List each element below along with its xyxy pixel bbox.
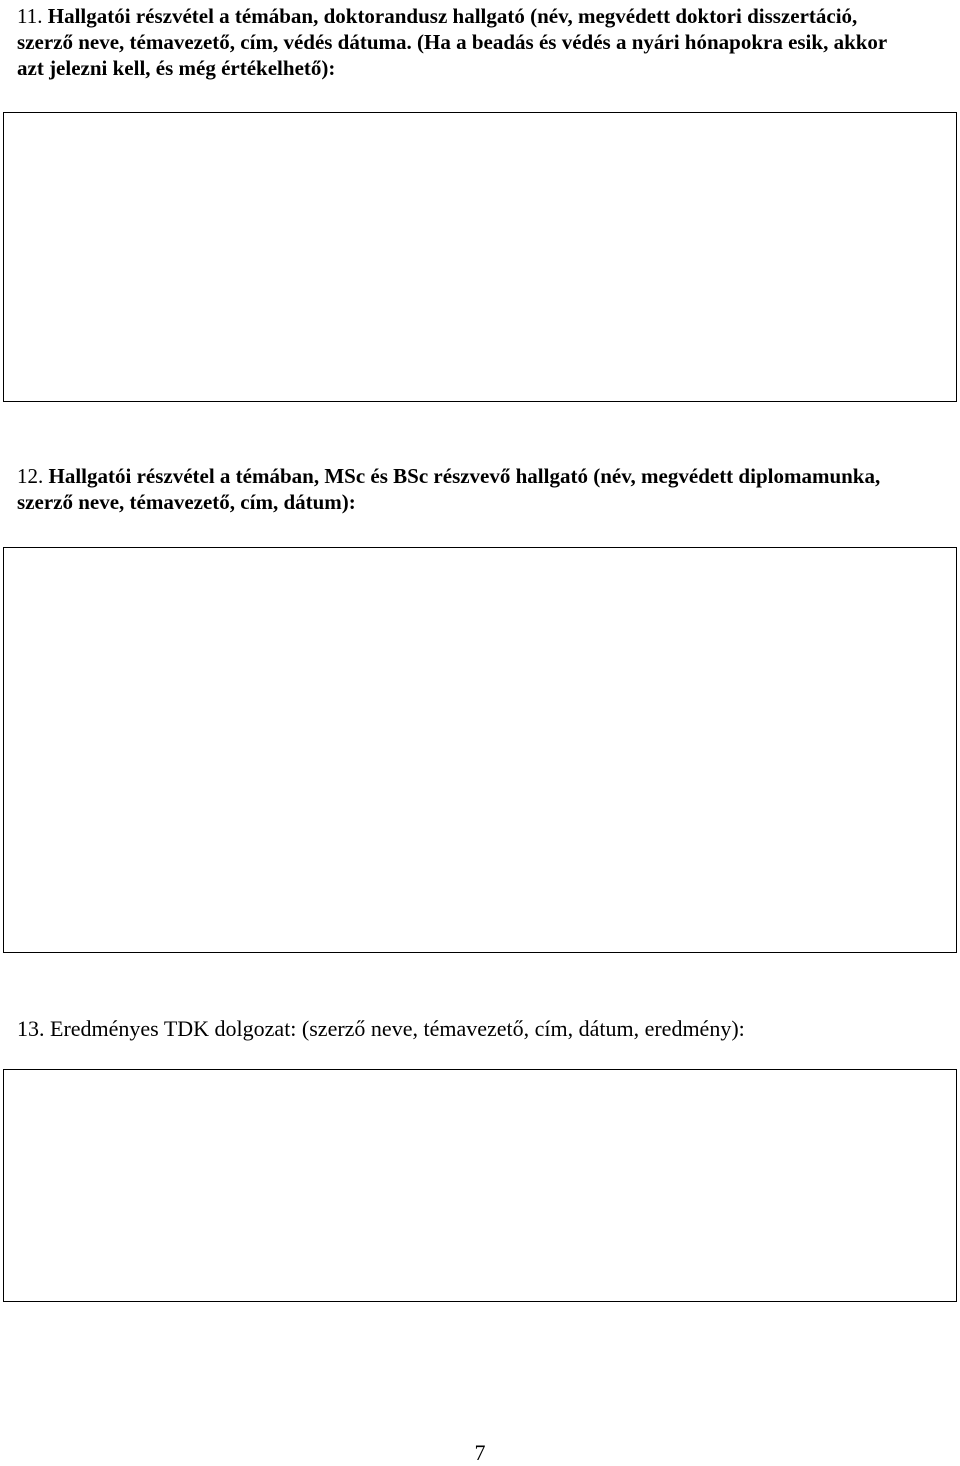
question-13 [17,1015,900,1043]
question-11-number: 11. [17,4,43,28]
answer-box-13[interactable] [3,1069,957,1302]
question-12-number: 12. [17,464,44,488]
question-11 [17,3,900,81]
question-13-number: 13. [17,1016,45,1041]
question-12-text: Hallgatói részvétel a témában, MSc és BSc részvevő hallgató (név, megvédett diplomamunka, szerző neve, témavezető, cím, dátum): [17,464,881,514]
question-11-text: Hallgatói részvétel a témában, doktorandusz hallgató (név, megvédett doktori disszertáció, szerző neve, témavezető, cím, védés dátuma. (Ha a beadás és védés a nyári hónapokra esik, akkor azt jelezni kell, és még értékelhető): [17,4,887,80]
answer-box-12[interactable] [3,547,957,953]
answer-box-11[interactable] [3,112,957,402]
question-13-text: Eredményes TDK dolgozat: (szerző neve, témavezető, cím, dátum, eredmény): [50,1016,745,1041]
question-12 [17,463,890,515]
page-number: 7 [474,1440,486,1465]
